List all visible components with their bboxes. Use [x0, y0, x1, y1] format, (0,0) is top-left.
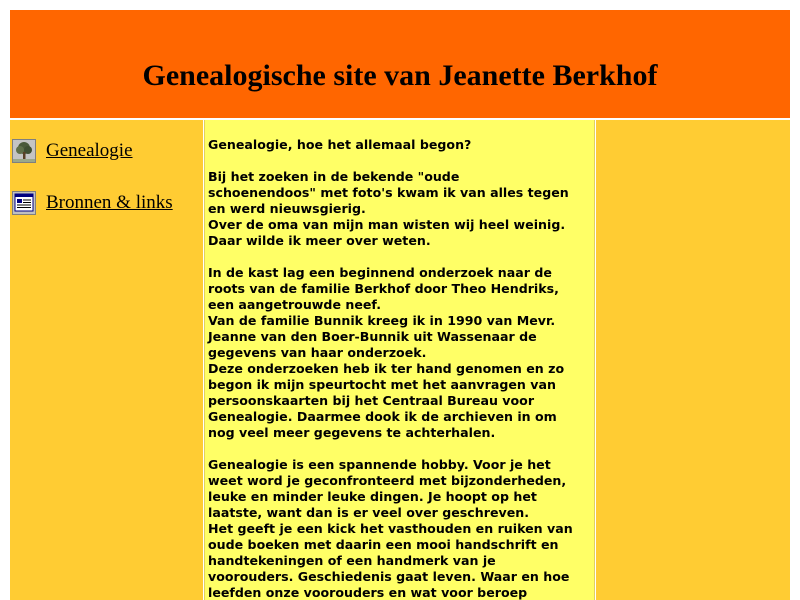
main-content [204, 120, 595, 600]
nav-item-genealogie[interactable] [12, 139, 133, 163]
text-line: Het geeft je een kick het vasthouden en ruiken van [208, 521, 573, 536]
text-line: schoenendoos" met foto's kwam ik van alles tegen [208, 185, 569, 200]
text-line: Daar wilde ik meer over weten. [208, 233, 431, 248]
nav-link-bronnen-links[interactable]: Bronnen & links [46, 192, 173, 213]
text-line: een aangetrouwde neef. [208, 297, 381, 312]
text-line: handtekeningen of een handmerk van je [208, 553, 496, 568]
text-line: voorouders. Geschiedenis gaat leven. Waar en hoe [208, 569, 570, 584]
text-line: Over de oma van mijn man wisten wij heel weinig. [208, 217, 566, 232]
text-line: en werd nieuwsgierig. [208, 201, 366, 216]
text-line: leefden onze voorouders en wat voor beroep [208, 585, 528, 600]
sidebar-nav [10, 120, 203, 600]
article-text [208, 137, 592, 600]
paragraph-3 [208, 457, 592, 600]
tree-icon[interactable] [12, 139, 36, 163]
site-header [10, 10, 790, 118]
text-line: leuke en minder leuke dingen. Je hoopt op het [208, 489, 537, 504]
text-line: oude boeken met daarin een mooi handschrift en [208, 537, 559, 552]
right-sidebar [596, 120, 790, 600]
text-line: Genealogie is een spannende hobby. Voor je het [208, 457, 551, 472]
text-line: Jeanne van den Boer-Bunnik uit Wassenaar de [208, 329, 537, 344]
text-line: weet word je geconfronteerd met bijzonderheden, [208, 473, 567, 488]
text-line: roots van de familie Berkhof door Theo Hendriks, [208, 281, 559, 296]
nav-item-bronnen-links[interactable] [12, 191, 173, 215]
article-heading: Genealogie, hoe het allemaal begon? [208, 137, 472, 152]
text-line: Deze onderzoeken heb ik ter hand genomen en zo [208, 361, 565, 376]
site-title: Genealogische site van Jeanette Berkhof [142, 59, 658, 92]
text-line: laatste, want dan is er veel over geschreven. [208, 505, 529, 520]
text-line: Bij het zoeken in de bekende "oude [208, 169, 460, 184]
document-icon[interactable] [12, 191, 36, 215]
paragraph-2 [208, 265, 592, 441]
text-line: nog veel meer gegevens te achterhalen. [208, 425, 496, 440]
paragraph-1 [208, 169, 592, 249]
text-line: begon ik mijn speurtocht met het aanvragen van [208, 377, 556, 392]
nav-link-genealogie[interactable]: Genealogie [46, 140, 133, 161]
text-line: gegevens van haar onderzoek. [208, 345, 427, 360]
text-line: Genealogie. Daarmee dook ik de archieven in om [208, 409, 557, 424]
text-line: Van de familie Bunnik kreeg ik in 1990 van Mevr. [208, 313, 556, 328]
text-line: In de kast lag een beginnend onderzoek naar de [208, 265, 552, 280]
text-line: persoonskaarten bij het Centraal Bureau voor [208, 393, 535, 408]
